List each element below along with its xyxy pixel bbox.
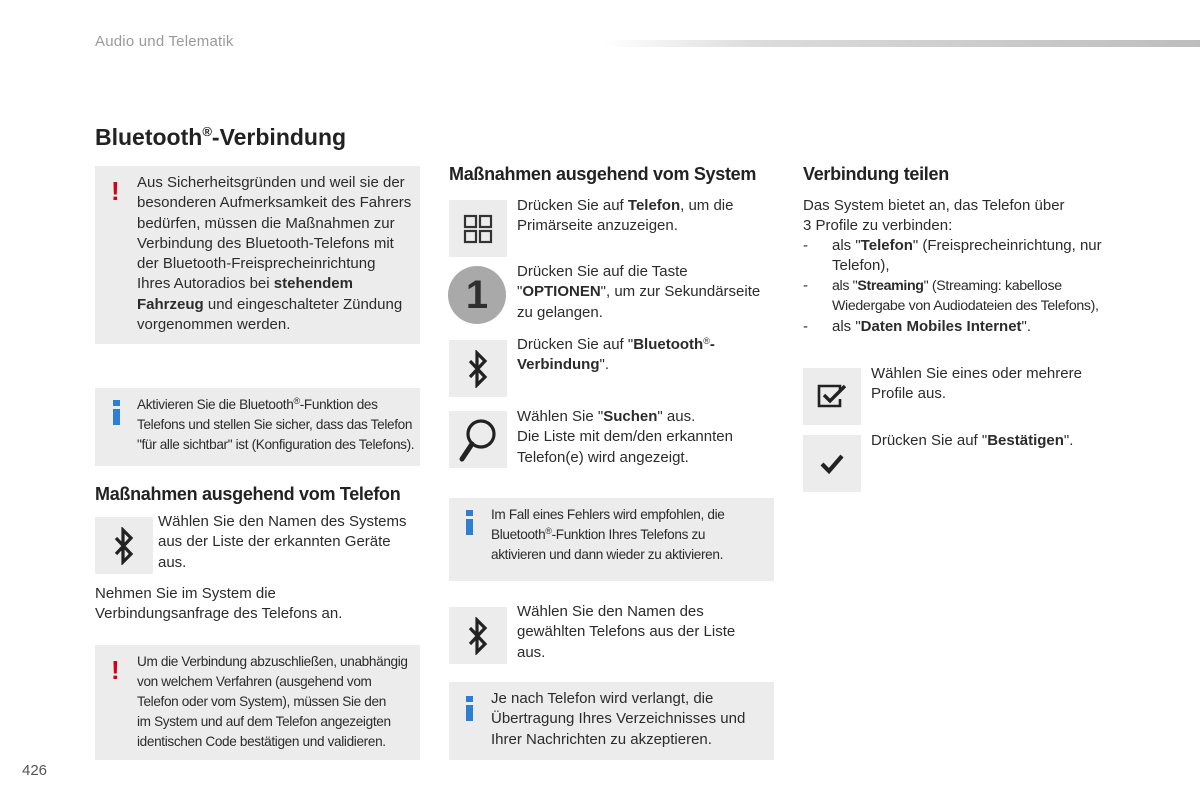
warning-box-code	[95, 645, 420, 760]
header-rule	[605, 40, 1200, 47]
grid-icon	[463, 214, 493, 244]
profile-select-button	[803, 368, 861, 425]
phone-note-accept: Nehmen Sie im System die Verbindungsanfrage des Telefons an.	[95, 585, 343, 623]
system-step-select-phone: Wählen Sie den Namen des gewählten Telefons aus der Liste aus.	[517, 603, 736, 661]
heading-system-actions: Maßnahmen ausgehend vom System	[449, 164, 757, 184]
info-box-visibility	[95, 388, 420, 466]
heading-phone-actions: Maßnahmen ausgehend vom Telefon	[95, 484, 401, 504]
share-step-select-profiles: Wählen Sie eines oder mehrere Profile aus.	[871, 365, 1082, 403]
info-box-directory	[449, 682, 774, 760]
checkmark-icon	[819, 453, 845, 475]
step-1-icon: 1	[448, 266, 506, 324]
telefon-button	[449, 200, 507, 257]
warning-box-safety	[95, 166, 420, 344]
bluetooth-icon	[465, 350, 491, 388]
confirm-button	[803, 435, 861, 492]
profile-item-streaming: - als "Streaming" (Streaming: kabellose Wiedergabe von Audiodateien des Telefons),	[803, 277, 1099, 315]
profile-item-data: - als "Daten Mobiles Internet".	[803, 318, 1032, 335]
info-directory-text: Je nach Telefon wird verlangt, die Übertragung Ihres Verzeichnisses und Ihrer Nachrichten zu akzeptieren.	[491, 690, 746, 748]
profile-item-telefon: - als "Telefon" (Freisprecheinrichtung, nur Telefon),	[803, 237, 1102, 275]
checkbox-icon	[817, 384, 847, 410]
heading-share-connection: Verbindung teilen	[803, 164, 949, 184]
bluetooth-button	[449, 340, 507, 397]
bluetooth-icon	[465, 617, 491, 655]
system-step-bluetooth: Drücken Sie auf "Bluetooth®- Verbindung".	[517, 336, 715, 374]
share-intro: Das System bietet an, das Telefon über 3 Profile zu verbinden:	[803, 197, 1065, 235]
system-step-telefon: Drücken Sie auf Telefon, um die Primärseite anzuzeigen.	[517, 197, 734, 235]
system-step-optionen: Drücken Sie auf die Taste "OPTIONEN", um zur Sekundärseite zu gelangen.	[517, 263, 761, 321]
share-step-confirm: Drücken Sie auf "Bestätigen".	[871, 432, 1074, 449]
bluetooth-button	[95, 517, 153, 574]
info-box-error	[449, 498, 774, 581]
warning-icon: !	[111, 176, 120, 206]
magnifier-icon	[458, 417, 498, 463]
system-step-suchen: Wählen Sie "Suchen" aus. Die Liste mit dem/den erkannten Telefon(e) wird angezeigt.	[517, 408, 733, 466]
search-button	[449, 411, 507, 468]
warning-icon: !	[111, 655, 120, 685]
bluetooth-button	[449, 607, 507, 664]
info-error-text: Im Fall eines Fehlers wird empfohlen, die Bluetooth®-Funktion Ihres Telefons zu aktivieren und dann wieder zu aktivieren.	[491, 507, 725, 562]
section-header: Audio und Telematik	[95, 33, 234, 50]
page-title: Bluetooth®-Verbindung	[95, 124, 347, 150]
bluetooth-icon	[111, 527, 137, 565]
info-text: Aktivieren Sie die Bluetooth®-Funktion des Telefons und stellen Sie sicher, dass das Telefon "für alle sichtbar" ist (Konfiguration des Telefons).	[137, 396, 415, 452]
phone-step-select-system: Wählen Sie den Namen des Systems aus der Liste der erkannten Geräte aus.	[158, 513, 407, 571]
page-number: 426	[22, 762, 48, 779]
warning-code-text: Um die Verbindung abzuschließen, unabhängig von welchem Verfahren (ausgehend vom Telefon oder vom System), müssen Sie den im System und auf dem Telefon angezeigten identischen Code bestätigen und validieren.	[137, 654, 408, 749]
warning-text: Aus Sicherheitsgründen und weil sie der besonderen Aufmerksamkeit des Fahrers bedürfen, müssen die Maßnahmen zur Verbindung des Bluetooth-Telefons mit der Bluetooth-Freisprecheinrichtung Ihres Autoradios bei stehendem Fahrzeug und eingeschalteter Zündung vorgenommen werden.	[137, 174, 412, 334]
